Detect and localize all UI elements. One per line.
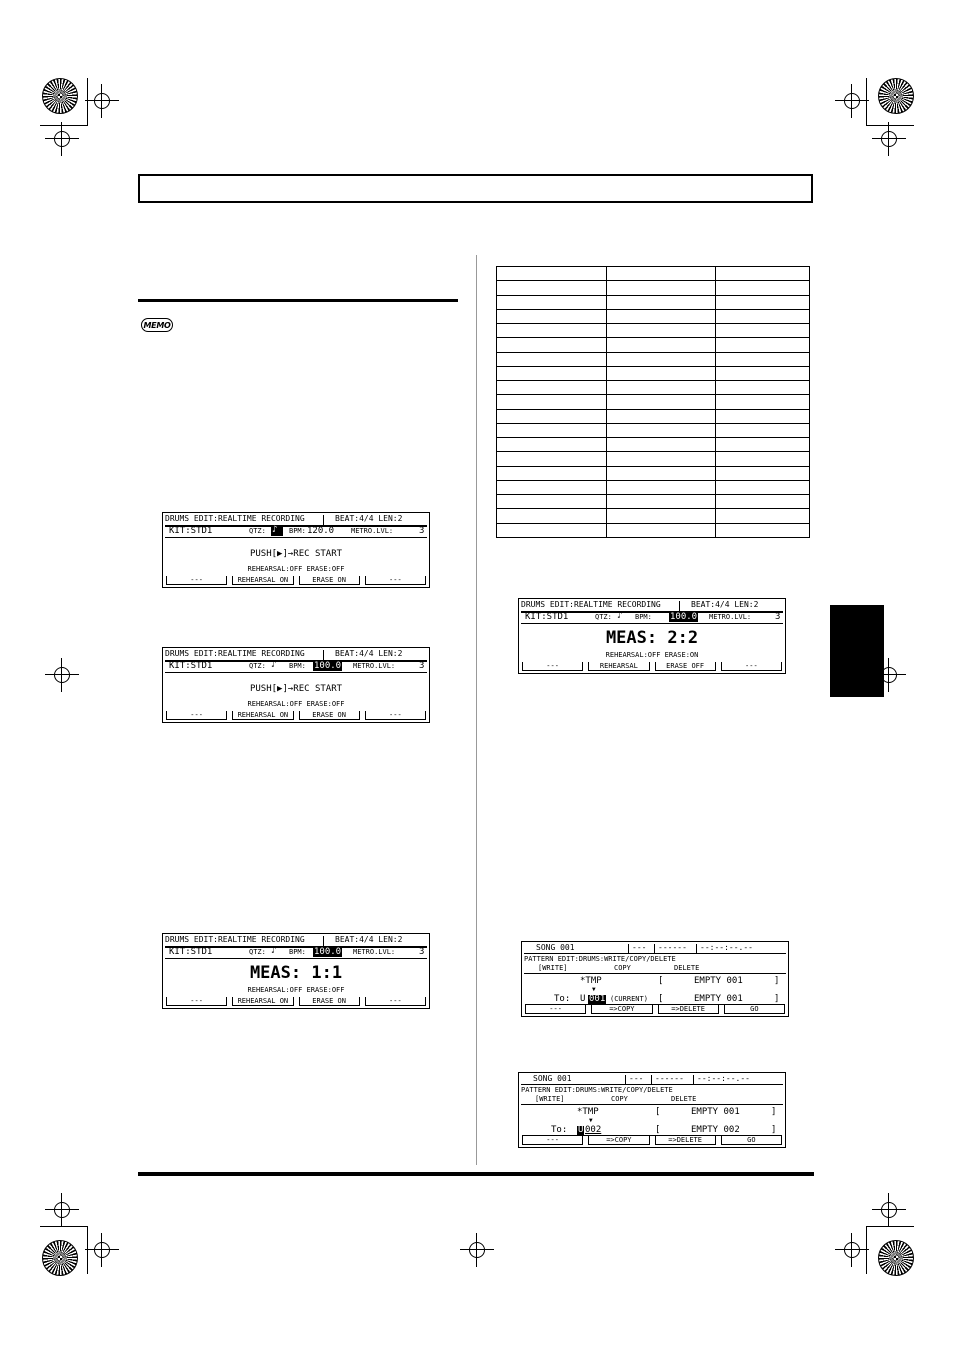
bpm-value: 100.0 (314, 947, 342, 957)
eighth-note-icon: ♪ (271, 660, 277, 670)
crop-mark (866, 78, 867, 126)
lcd-screen-realtime-recording-4 (518, 598, 786, 674)
table-cell (497, 523, 607, 538)
registration-crosshair-icon (45, 658, 79, 692)
f1-button[interactable]: --- (166, 711, 227, 720)
f4-button[interactable]: --- (365, 711, 426, 720)
footer-rule (138, 1172, 814, 1176)
f1-button[interactable]: --- (522, 1136, 583, 1145)
bpm-value: 100.0 (314, 661, 342, 671)
table-row (497, 381, 810, 395)
song-time: --:--:--.-- (697, 1074, 750, 1083)
table-cell (606, 495, 716, 509)
f4-button[interactable]: --- (365, 576, 426, 585)
metro-value: 3 (419, 661, 425, 671)
f4-button[interactable]: --- (721, 662, 782, 671)
table-cell (716, 438, 810, 452)
metro-label: METRO.LVL: (353, 948, 396, 956)
tab-delete[interactable]: DELETE (674, 964, 700, 972)
crop-mark (866, 1226, 867, 1274)
table-cell (716, 480, 810, 494)
metro-value: 3 (419, 526, 425, 536)
tab-copy[interactable]: COPY (614, 964, 631, 972)
erase-on-button[interactable]: ERASE ON (299, 711, 360, 720)
beat-len: BEAT:4/4 LEN:2 (335, 649, 403, 658)
bracket-left: [ (655, 1107, 661, 1117)
table-row (497, 395, 810, 409)
beat-len: BEAT:4/4 LEN:2 (691, 600, 759, 609)
table-cell (606, 338, 716, 352)
f1-button[interactable]: --- (166, 997, 227, 1006)
registration-crosshair-icon (460, 1233, 494, 1267)
qtz-label: QTZ: (249, 527, 266, 535)
tmp-label: *TMP (580, 976, 602, 986)
bracket-right: ] (774, 994, 780, 1004)
table-cell (716, 352, 810, 366)
table-row (497, 423, 810, 437)
table-cell (606, 466, 716, 480)
registration-crosshair-icon (872, 1193, 906, 1227)
dest-pattern: EMPTY 001 (694, 994, 743, 1004)
registration-crosshair-icon (85, 84, 119, 118)
table-cell (606, 438, 716, 452)
table-cell (497, 452, 607, 466)
crop-mark (40, 1226, 88, 1227)
bracket-left: [ (658, 976, 664, 986)
screen-title: DRUMS EDIT:REALTIME RECORDING (165, 649, 305, 658)
table-row (497, 267, 810, 281)
table-cell (497, 466, 607, 480)
table-cell (606, 352, 716, 366)
table-cell (606, 509, 716, 523)
song-label: SONG 001 (533, 1074, 572, 1083)
table-row (497, 495, 810, 509)
table-cell (716, 395, 810, 409)
qtz-label: QTZ: (595, 613, 612, 621)
table-cell (606, 395, 716, 409)
table-cell (716, 324, 810, 338)
table-row (497, 523, 810, 538)
table-cell (606, 452, 716, 466)
to-prefix[interactable]: U (578, 1125, 584, 1135)
metro-label: METRO.LVL: (353, 662, 396, 670)
table-cell (716, 281, 810, 295)
kit-label: KIT:STD1 (525, 612, 569, 622)
status-line: REHEARSAL:OFF ERASE:ON (605, 651, 699, 659)
status-line: REHEARSAL:OFF ERASE:OFF (247, 700, 345, 708)
metro-value: 3 (775, 612, 781, 622)
table-row (497, 509, 810, 523)
table-cell (497, 309, 607, 323)
song-label: SONG 001 (536, 943, 575, 952)
table-cell (497, 509, 607, 523)
status-line: REHEARSAL:OFF ERASE:OFF (247, 986, 345, 994)
column-divider (476, 255, 477, 1165)
beat-len: BEAT:4/4 LEN:2 (335, 935, 403, 944)
table-cell (606, 366, 716, 380)
bpm-label: BPM: (289, 527, 306, 535)
table-row (497, 480, 810, 494)
lcd-screen-pattern-write-1 (521, 941, 789, 1017)
song-field-2: --- (632, 943, 647, 952)
down-arrow-icon: ▼ (592, 986, 596, 993)
metro-value: 3 (419, 947, 425, 957)
tmp-label: *TMP (577, 1107, 599, 1117)
registration-crosshair-icon (872, 122, 906, 156)
erase-on-button[interactable]: ERASE ON (299, 576, 360, 585)
bracket-left: [ (658, 994, 664, 1004)
registration-sunburst-icon (42, 1240, 78, 1276)
table-cell (606, 381, 716, 395)
screen-title: PATTERN EDIT:DRUMS:WRITE/COPY/DELETE (521, 1086, 673, 1094)
table-row (497, 281, 810, 295)
table-cell (497, 281, 607, 295)
table-cell (716, 267, 810, 281)
tab-copy[interactable]: COPY (611, 1095, 628, 1103)
to-label: To: (554, 994, 571, 1004)
table-cell (606, 324, 716, 338)
table-cell (497, 352, 607, 366)
eighth-note-icon: ♪ (617, 611, 623, 621)
kit-label: KIT:STD1 (169, 661, 213, 671)
table-cell (606, 267, 716, 281)
lcd-screen-realtime-recording-1 (162, 512, 430, 588)
dest-pattern: EMPTY 002 (691, 1125, 740, 1135)
registration-sunburst-icon (878, 1240, 914, 1276)
table-row (497, 409, 810, 423)
table-cell (497, 295, 607, 309)
table-cell (716, 495, 810, 509)
source-pattern: EMPTY 001 (694, 976, 743, 986)
table-cell (716, 509, 810, 523)
rehearsal-on-button[interactable]: REHEARSAL ON (232, 711, 293, 720)
bpm-value: 100.0 (670, 612, 698, 622)
crop-mark (87, 78, 88, 126)
rehearsal-button[interactable]: REHEARSAL (588, 662, 649, 671)
current-label: (CURRENT) (610, 995, 648, 1003)
bracket-left: [ (655, 1125, 661, 1135)
status-line: REHEARSAL:OFF ERASE:OFF (247, 565, 345, 573)
table-cell (497, 409, 607, 423)
table-cell (606, 409, 716, 423)
chapter-header-box (138, 174, 813, 203)
table-cell (606, 523, 716, 538)
table-cell (497, 480, 607, 494)
qtz-label: QTZ: (249, 948, 266, 956)
registration-crosshair-icon (85, 1233, 119, 1267)
down-arrow-icon: ▼ (589, 1117, 593, 1124)
table-cell (716, 366, 810, 380)
registration-sunburst-icon (42, 78, 78, 114)
copy-button[interactable]: =>COPY (588, 1136, 649, 1145)
to-number-input[interactable]: 002 (585, 1125, 602, 1135)
push-rec-start: PUSH[▶]→REC START (249, 684, 343, 694)
to-prefix: U (580, 994, 586, 1004)
registration-crosshair-icon (45, 1193, 79, 1227)
eighth-note-icon: ♪ (271, 946, 277, 956)
push-rec-start: PUSH[▶]→REC START (249, 549, 343, 559)
to-label: To: (551, 1125, 568, 1135)
bpm-label: BPM: (635, 613, 652, 621)
memo-icon: MEMO (141, 318, 173, 332)
table-cell (716, 381, 810, 395)
lcd-screen-realtime-recording-2 (162, 647, 430, 723)
beat-len: BEAT:4/4 LEN:2 (335, 514, 403, 523)
kit-label: KIT:STD1 (169, 947, 213, 957)
erase-off-button[interactable]: ERASE OFF (655, 662, 716, 671)
f4-button[interactable]: --- (365, 997, 426, 1006)
registration-crosshair-icon (835, 84, 869, 118)
lcd-screen-realtime-recording-3 (162, 933, 430, 1009)
bpm-value: 120.0 (307, 526, 335, 536)
table-row (497, 366, 810, 380)
delete-button[interactable]: =>DELETE (658, 1005, 719, 1014)
measure-display: MEAS: 2:2 (605, 628, 699, 648)
table-cell (606, 480, 716, 494)
delete-button[interactable]: =>DELETE (655, 1136, 716, 1145)
metro-label: METRO.LVL: (351, 527, 394, 535)
screen-title: PATTERN EDIT:DRUMS:WRITE/COPY/DELETE (524, 955, 676, 963)
bpm-label: BPM: (289, 948, 306, 956)
rehearsal-on-button[interactable]: REHEARSAL ON (232, 576, 293, 585)
table-cell (716, 452, 810, 466)
tab-write[interactable]: [WRITE] (535, 1095, 565, 1103)
lcd-screen-pattern-write-2 (518, 1072, 786, 1148)
table-cell (716, 338, 810, 352)
section-rule (138, 299, 458, 302)
table-cell (716, 523, 810, 538)
table-row (497, 338, 810, 352)
bracket-right: ] (771, 1107, 777, 1117)
song-field-3: ------ (658, 943, 687, 952)
registration-crosshair-icon (45, 122, 79, 156)
go-button[interactable]: GO (721, 1136, 782, 1145)
registration-sunburst-icon (878, 78, 914, 114)
erase-on-button[interactable]: ERASE ON (299, 997, 360, 1006)
table-cell (606, 309, 716, 323)
table-row (497, 452, 810, 466)
table-cell (497, 324, 607, 338)
tab-delete[interactable]: DELETE (671, 1095, 697, 1103)
table-cell (497, 366, 607, 380)
measure-display: MEAS: 1:1 (249, 963, 343, 983)
crop-mark (866, 125, 914, 126)
bracket-right: ] (771, 1125, 777, 1135)
table-cell (497, 495, 607, 509)
table-cell (497, 423, 607, 437)
f1-button[interactable]: --- (522, 662, 583, 671)
source-pattern: EMPTY 001 (691, 1107, 740, 1117)
table-cell (606, 423, 716, 437)
registration-crosshair-icon (872, 658, 906, 692)
f1-button[interactable]: --- (525, 1005, 586, 1014)
table-cell (716, 295, 810, 309)
bracket-right: ] (774, 976, 780, 986)
tab-write[interactable]: [WRITE] (538, 964, 568, 972)
table-row (497, 352, 810, 366)
f1-button[interactable]: --- (166, 576, 227, 585)
song-field-2: --- (629, 1074, 644, 1083)
play-icon: ▶ (277, 549, 283, 559)
table-cell (497, 438, 607, 452)
table-cell (497, 381, 607, 395)
table-row (497, 438, 810, 452)
go-button[interactable]: GO (724, 1005, 785, 1014)
screen-title: DRUMS EDIT:REALTIME RECORDING (165, 514, 305, 523)
eighth-note-icon: ♪ (271, 526, 283, 536)
kit-label: KIT:STD1 (169, 526, 213, 536)
registration-crosshair-icon (835, 1233, 869, 1267)
table-cell (716, 423, 810, 437)
table-row (497, 466, 810, 480)
screen-title: DRUMS EDIT:REALTIME RECORDING (521, 600, 661, 609)
qtz-label: QTZ: (249, 662, 266, 670)
table-cell (606, 295, 716, 309)
table-cell (606, 281, 716, 295)
copy-button[interactable]: =>COPY (591, 1005, 652, 1014)
screen-title: DRUMS EDIT:REALTIME RECORDING (165, 935, 305, 944)
table-row (497, 324, 810, 338)
crop-mark (40, 125, 88, 126)
table-cell (716, 309, 810, 323)
crop-mark (87, 1226, 88, 1274)
bpm-label: BPM: (289, 662, 306, 670)
song-field-3: ------ (655, 1074, 684, 1083)
reference-table (496, 266, 810, 538)
play-icon: ▶ (277, 684, 283, 694)
table-row (497, 309, 810, 323)
to-number-input[interactable]: 001 (589, 994, 606, 1004)
table-cell (497, 267, 607, 281)
table-cell (497, 395, 607, 409)
table-cell (716, 466, 810, 480)
crop-mark (866, 1226, 914, 1227)
table-row (497, 295, 810, 309)
song-time: --:--:--.-- (700, 943, 753, 952)
metro-label: METRO.LVL: (709, 613, 752, 621)
rehearsal-on-button[interactable]: REHEARSAL ON (232, 997, 293, 1006)
table-cell (716, 409, 810, 423)
table-cell (497, 338, 607, 352)
